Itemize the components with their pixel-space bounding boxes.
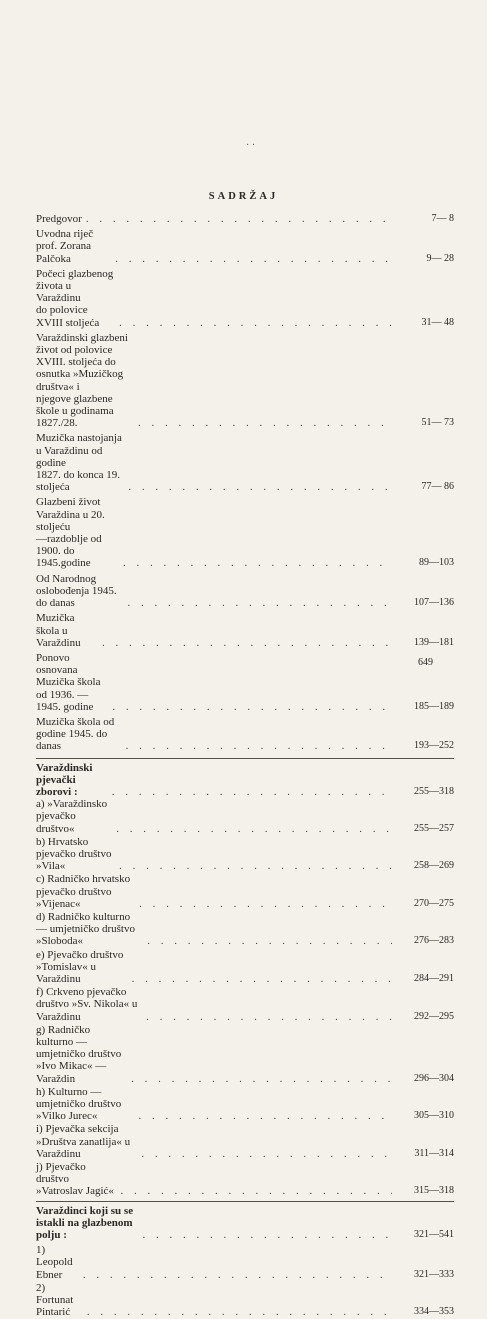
toc-entry-pages: 193—252	[414, 740, 454, 752]
dot-leader	[127, 1073, 392, 1085]
dot-leader	[98, 637, 392, 649]
toc-entry	[36, 836, 454, 873]
dot-leader	[134, 417, 392, 429]
toc-entry-pages: 321—541	[414, 1229, 454, 1241]
dot-leader	[135, 898, 392, 910]
toc-entry-pages: 255—318	[414, 785, 454, 797]
toc-entry-title: Muzička škola u Varaždinu	[36, 612, 81, 649]
toc-entry	[36, 986, 454, 1023]
toc-entry-title: g) Radničko kulturno — umjetničko društvo »Ivo Mikac« — Varaždin	[36, 1023, 122, 1085]
toc-entry-title: j) Pjevačko društvo »Vatroslav Jagić«	[36, 1161, 114, 1198]
toc-entry-pages: 305—310	[414, 1110, 454, 1122]
toc-entry	[36, 213, 454, 225]
toc-entry-pages: 311—314	[414, 1147, 454, 1159]
dot-leader	[122, 740, 392, 752]
toc-entry	[36, 573, 454, 610]
dot-leader	[115, 317, 392, 329]
section-divider	[36, 1201, 454, 1202]
toc-entry	[36, 716, 454, 753]
dot-leader	[112, 823, 392, 835]
dot-leader	[111, 253, 392, 265]
toc-entry	[36, 873, 454, 910]
toc-entry-title: Ponovo osnovana Muzička škola od 1936. — 1945. godine	[36, 651, 101, 713]
dot-leader	[108, 786, 392, 798]
toc-entry-pages: 89—103	[419, 557, 454, 569]
toc-entry-title: Počeci glazbenog života u Varaždinu do polovice XVIII stoljeća	[36, 267, 114, 329]
toc-entry-pages: 284—291	[414, 972, 454, 984]
toc-entry-title: 1) Leopold Ebner	[36, 1244, 73, 1281]
toc-entry	[36, 652, 454, 713]
dot-leader	[117, 1185, 392, 1197]
dot-leader	[137, 1148, 392, 1160]
toc-section-musicians	[36, 1205, 454, 1319]
toc-entry	[36, 496, 454, 569]
dot-leader	[123, 597, 392, 609]
toc-entry	[36, 1086, 454, 1123]
toc-entry	[36, 1123, 454, 1160]
toc-entry-pages: 107—136	[414, 597, 454, 609]
toc-entry	[36, 228, 454, 265]
toc-entry-title: a) »Varaždinsko pjevačko društvo«	[36, 798, 108, 835]
page-number: 649	[418, 657, 433, 668]
toc-entry	[36, 612, 454, 649]
dot-leader	[119, 557, 392, 569]
toc-entry-pages: 31— 48	[421, 316, 454, 328]
dot-leader	[134, 1110, 392, 1122]
toc-entry	[36, 762, 454, 799]
toc-entry-title: Glazbeni život Varaždina u 20. stoljeću —razdoblje od 1900. do 1945.godine	[36, 496, 105, 570]
dot-leader	[138, 1229, 392, 1241]
dot-leader	[82, 213, 392, 225]
toc-entry-title: i) Pjevačka sekcija »Društva zanatlija« u Varaždinu	[36, 1123, 131, 1160]
dot-leader	[79, 1269, 392, 1281]
toc-entry-pages: 77— 86	[421, 481, 454, 493]
section-divider	[36, 758, 454, 759]
toc-entry-title: Varaždinski glazbeni život od polovice XVIII. stoljeća do osnutka »Muzičkog društva« i njegove glazbene škole u godinama 1827./28.	[36, 331, 128, 430]
toc-entry-pages: 276—283	[414, 935, 454, 947]
toc-entry-pages: 255—257	[414, 822, 454, 834]
toc-entry	[36, 332, 454, 430]
toc-entry	[36, 1024, 454, 1085]
dot-leader	[83, 1306, 392, 1318]
dot-leader	[108, 701, 392, 713]
toc-entry-pages: 139—181	[414, 636, 454, 648]
toc-entry	[36, 1205, 454, 1242]
toc-entry-title: c) Radničko hrvatsko pjevačko društvo »Vijenac«	[36, 873, 131, 910]
toc-entry-pages: 9— 28	[426, 252, 454, 264]
dot-leader	[115, 860, 392, 872]
dot-leader	[128, 973, 392, 985]
dot-leader	[142, 1011, 392, 1023]
toc-main-entries	[36, 213, 454, 756]
section-heading: Varaždinski pjevački zborovi :	[36, 761, 93, 798]
toc-entry	[36, 1244, 454, 1281]
toc-entry-pages: 315—318	[414, 1185, 454, 1197]
toc-entry-title: d) Radničko kulturno — umjetničko društvo »Sloboda«	[36, 910, 135, 948]
toc-entry-pages: 334—353	[414, 1306, 454, 1318]
toc-entry	[36, 949, 454, 986]
toc-entry	[36, 1282, 454, 1319]
toc-entry-pages: 321—333	[414, 1268, 454, 1280]
toc-entry-title: Uvodna riječ prof. Zorana Palčoka	[36, 228, 94, 265]
toc-entry-pages: 270—275	[414, 897, 454, 909]
toc-entry	[36, 911, 454, 948]
toc-entry-title: Od Narodnog oslobođenja 1945. do danas	[36, 572, 117, 610]
toc-entry	[36, 798, 454, 835]
toc-entry-title: Muzička nastojanja u Varaždinu od godine 1827. do konca 19. stoljeća	[36, 432, 122, 494]
toc-entry-title: Muzička škola od godine 1945. do danas	[36, 715, 115, 753]
page-title: SADRŽAJ	[208, 191, 279, 202]
toc-entry-pages: 185—189	[414, 700, 454, 712]
toc-entry-pages: 292—295	[414, 1010, 454, 1022]
toc-entry-title: 2) Fortunat Pintarić	[36, 1281, 74, 1319]
toc-entry-title: e) Pjevačko društvo »Tomislav« u Varaždinu	[36, 948, 124, 985]
print-speck: · ·	[246, 140, 256, 151]
toc-entry-pages: 7— 8	[431, 213, 454, 224]
toc-entry-title: Predgovor	[36, 213, 82, 225]
toc-section-choirs	[36, 762, 454, 1199]
toc-entry	[36, 1161, 454, 1198]
table-of-contents	[36, 213, 454, 1319]
section-heading: Varaždinci koji su se istakli na glazbenom polju :	[36, 1204, 134, 1242]
toc-entry	[36, 268, 454, 329]
dot-leader	[124, 481, 392, 493]
toc-entry-pages: 51— 73	[421, 417, 454, 429]
toc-entry-title: f) Crkveno pjevačko društvo »Sv. Nikola« u Varaždinu	[36, 986, 138, 1023]
toc-entry-pages: 296—304	[414, 1072, 454, 1084]
toc-entry	[36, 432, 454, 493]
toc-entry-pages: 258—269	[414, 860, 454, 872]
dot-leader	[143, 935, 392, 947]
toc-entry-title: b) Hrvatsko pjevačko društvo »Vila«	[36, 835, 112, 873]
toc-entry-title: h) Kulturno — umjetničko društvo »Vilko Jurec«	[36, 1085, 122, 1123]
